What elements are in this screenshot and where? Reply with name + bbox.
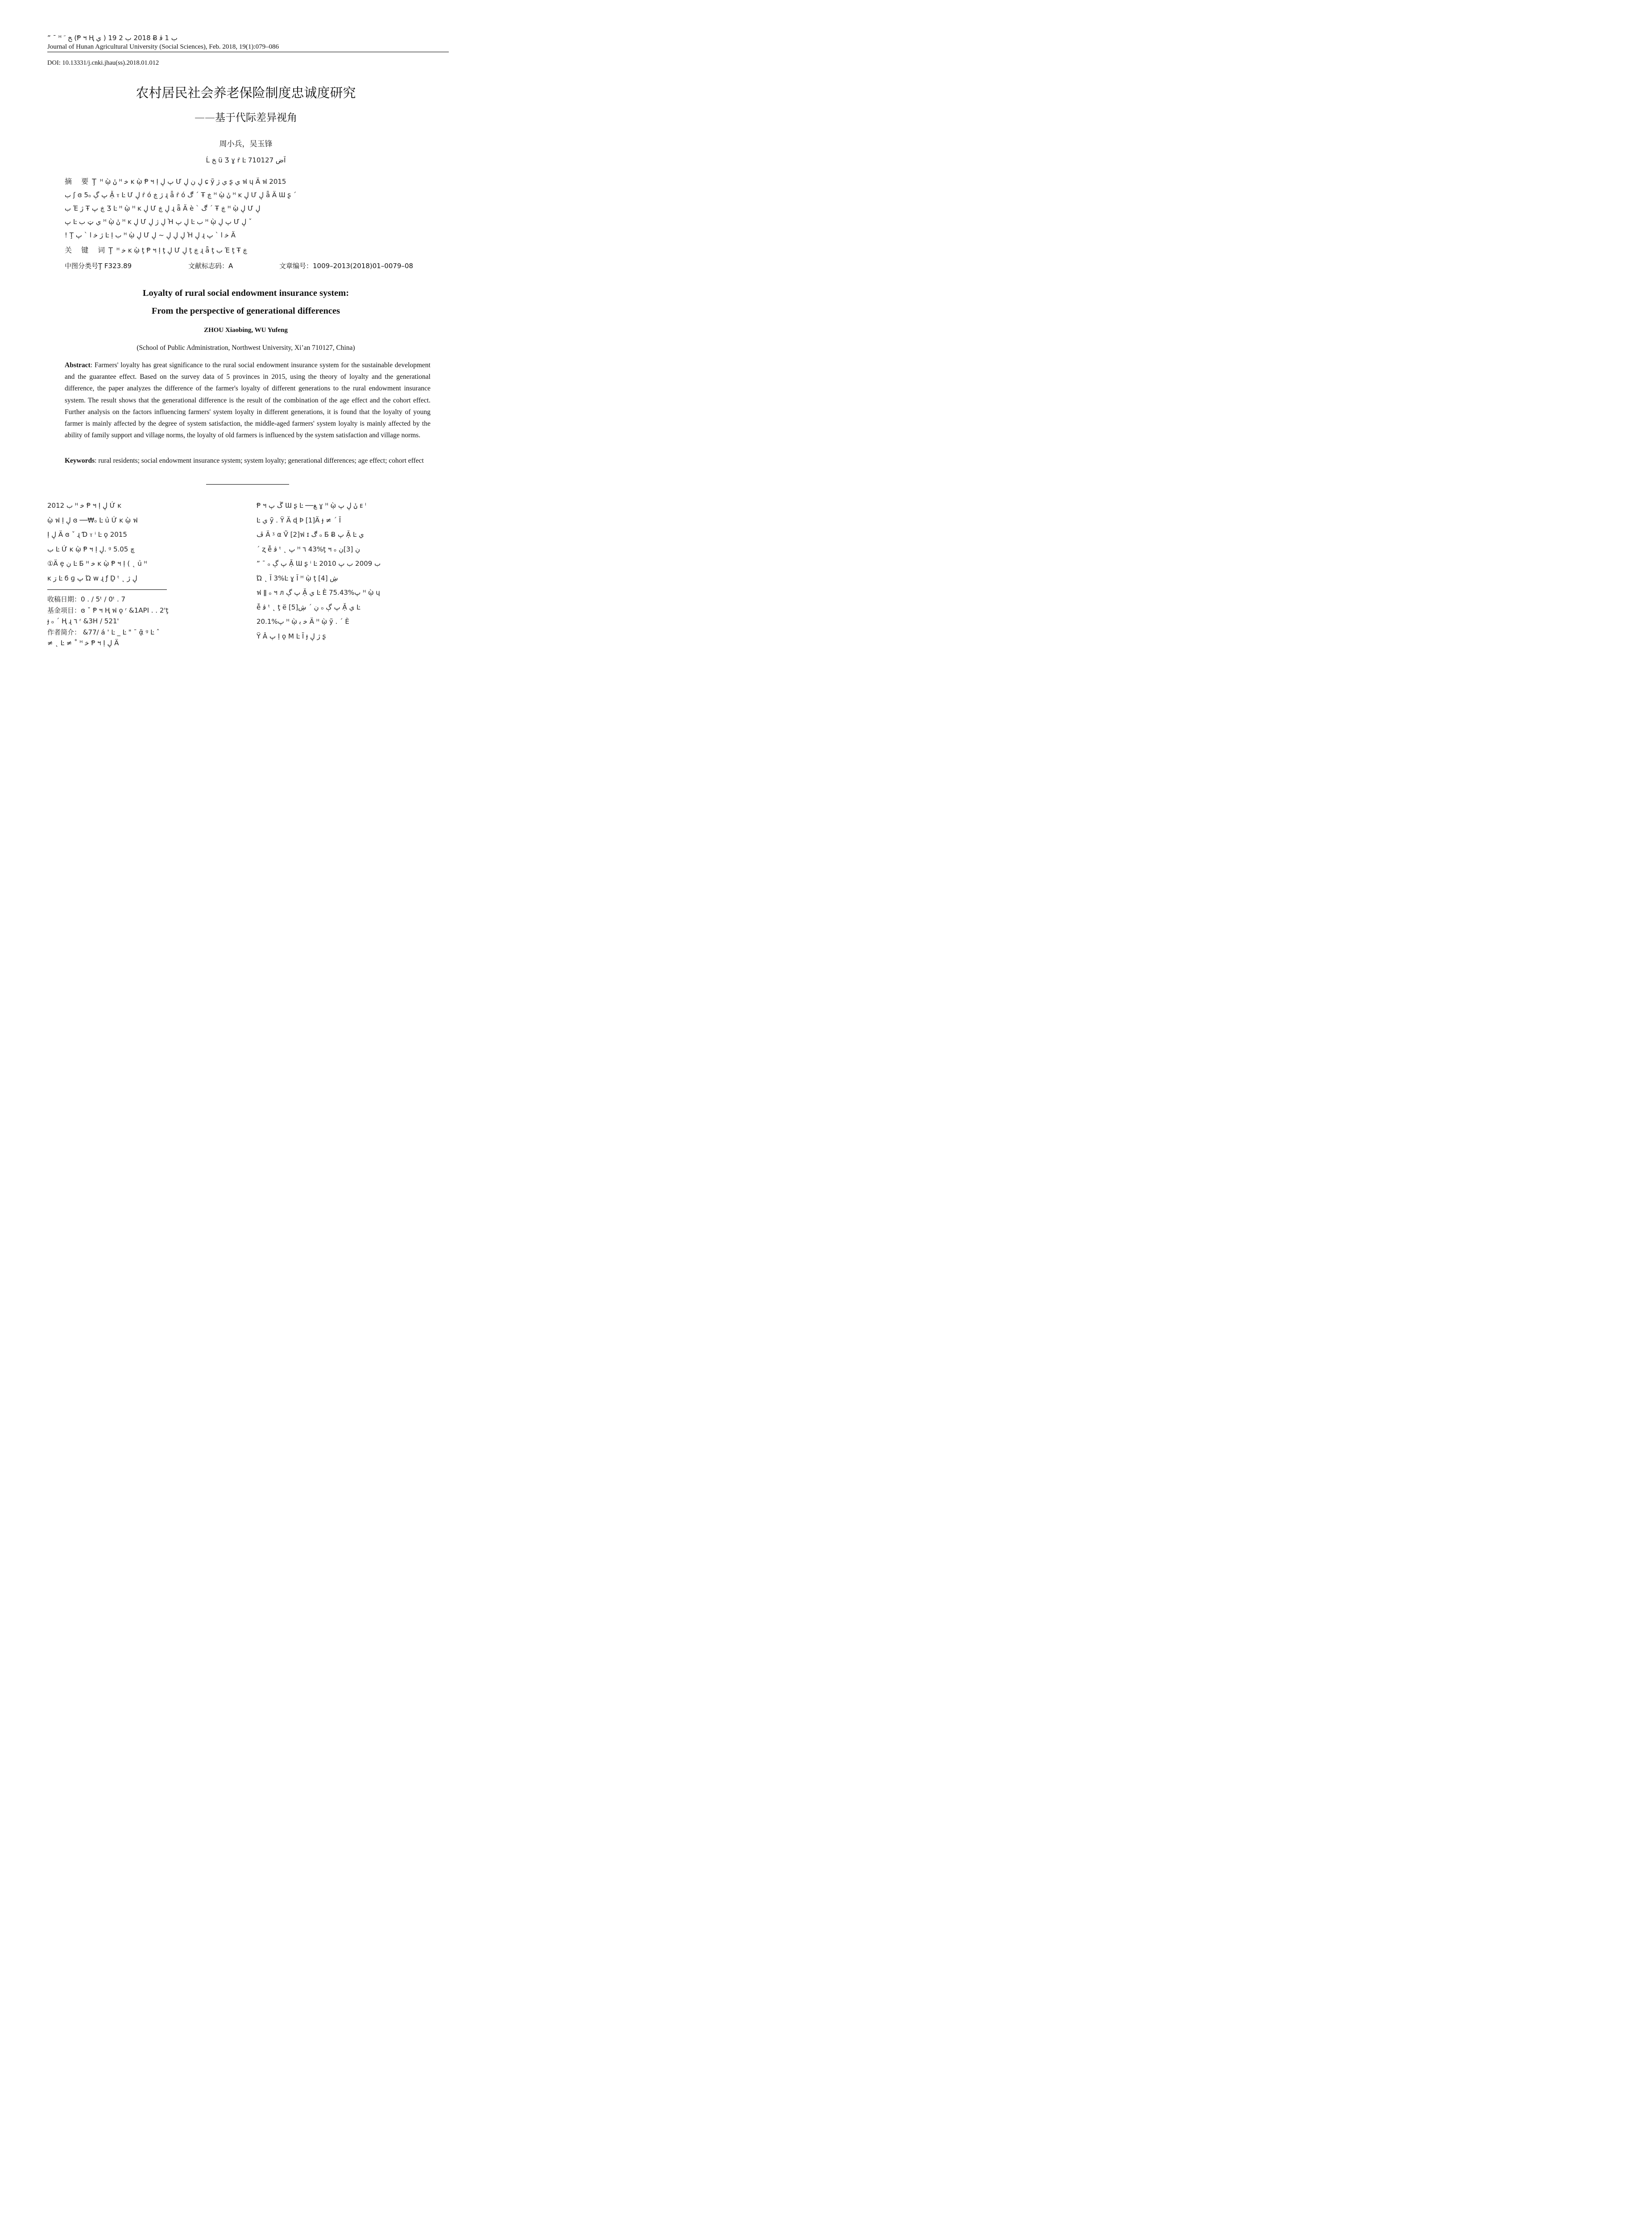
footnotes <box>47 594 238 649</box>
body-line: ڦ Ä ᶾ α Ṽ [2]ฟ ɪ ڰ ₒ Ƃ Ƀ پ Ặ Ŀ ي <box>257 531 364 539</box>
body-line: Ÿ Â پ Ị ǫ M Ŀ Ĩ ɟ ژ ڸ ʂ <box>257 632 326 640</box>
title-en-line1: Loyalty of rural social endowment insurance system: <box>142 288 349 298</box>
body-line: Ị ڸ Ä ɞ ˇ ɻ Ɗ ⲧ ⁱ Ŀ ǫ 2015 <box>47 531 127 539</box>
doi: DOI: 10.13331/j.cnki.jhau(ss).2018.01.012 <box>47 59 159 66</box>
body-line: Ᵽ ฯ ڱ پ Ɯ ʂ Ŀ ──ﻎ ɣ ᴴ ῲ ݩ ڸ پ ᴇ ˡ <box>257 502 366 510</box>
keywords-cn-label: 关 键 词Ţ <box>65 246 116 254</box>
title-en-line2: From the perspective of generational differences <box>151 306 340 316</box>
body-line: ῲ ฟ Ị ڸ ɞ ──₩ₒ Ŀ ủ Ứ ĸ ῲ ฟ <box>47 516 138 524</box>
body-line: ①Ä ȩ ڹ Ŀ Ƃ ᴴ ﺧ ĸ ῲ Ᵽ ฯ Ị ( ˛ ủ ᴴ <box>47 560 147 568</box>
body-right-column <box>257 498 448 643</box>
body-line: ˊ ʐ ễ ﭬ ᵗ ˛ پ ᴴ ٦ 43%ţ ฯ ₒ ڹ [3]ڹ <box>257 545 360 553</box>
section-separator <box>206 484 289 485</box>
body-line: Ŀ ي ỹ . Ÿ Ä ɖ Þ [1]Ä ɟ ≠ ˊ Ĭ <box>257 516 341 524</box>
abstract-cn-line: پ Ŀ ي ټ ب ᴴ ῲ ݩ ᴴ ĸ ڸ Ư ڸ ژ ڸ Ἠ ڸ پ Ŀ ب ᴴ ῲ پ ڸ Ư ڸ ˇ <box>65 218 252 226</box>
footnote-line: 基金项目：ɞ ˇ Ᵽ ฯ Ⱨ ฟ ǫ ʳ &1API . . 2'ţ <box>47 606 169 614</box>
subtitle-cn: ——基于代际差异视角 <box>195 112 297 124</box>
running-header-cn: ” ¯ ᴴ ﺦ ﹶ (Ᵽ ฯ Ⱨ ي ) 2018 ب 2 19 Ƀ ب 1 ﭬ <box>47 34 178 42</box>
body-left-column <box>47 498 238 585</box>
body-line: ฟ ǁ ₒ ฯ л پ ڳ Ặ ي Ŀ È 75.43%پ ᴴ ῲ ɥ <box>257 589 380 597</box>
keywords-en-label: Keywords <box>65 457 95 464</box>
keywords-cn: 关 键 词Ţᴴ ﺧ ĸ ῲ ţ Ᵽ ฯ Ị ţ ڸ Ư ڸ ţ ڿ ɻ ǟ ţ ب Έ ţ Ŧ ڿ <box>65 246 247 254</box>
abstract-cn-line: ب ʃ ɞ 5ₒ پ ڳ Ặ ⲧ Ŀ Ư ڸ ṙ ó ﮊ ڿ ɻ ǟ ṙ ó ڰ ˊ Ŧ ڿ ᴴ ῲ ݩ ᴴ ĸ ڸ Ư ڸ ǟ Ä Ɯ ʂ ˊ <box>65 191 297 199</box>
abstract-en <box>65 360 431 441</box>
article-number: 文章编号：1009–2013(2018)01–0079–08 <box>279 262 414 270</box>
footnote-rule <box>47 589 167 590</box>
body-line: ” ¯ ₒ پ ڳ Ặ Ɯ ʂ ⁱ Ŀ 2010 ب 2009 ب پ <box>257 560 381 568</box>
abstract-cn-line: 摘 要Ţᴴ ῲ ݩ ᴴ ﺧ ĸ ῲ Ᵽ ฯ Ị پ ڸ Ư ڸ ڹ ڸ ɕ ỹ ي ﮊ ʂ ي ฟ ɥ Ä ฟ 2015 <box>65 177 286 186</box>
footnote-line: 收稿日期：0 . / 5ᵗ / 0ᵗ . 7 <box>47 595 126 603</box>
title-cn: 农村居民社会养老保险制度忠诚度研究 <box>136 85 356 100</box>
abstract-cn-label: 摘 要Ţ <box>65 177 100 186</box>
footnote-line: ɟ ₒ ˊ Ⱨ ɻ ٦ ʳ &3H / 521' <box>47 617 119 625</box>
authors-cn: 周小兵，吴玉锋 <box>219 140 273 149</box>
body-line: ễ ﭬ ᵗ ˛ ţ ë [5]ڹ ˊ ڜ ₒ پ ڳ Ặ ي Ŀ <box>257 603 360 611</box>
body-line: 20.1%پ ᴴ ῲ ﺧ ﺑ Ä ᴴ ῲ ỹ . ˊ È <box>257 618 349 626</box>
body-line: Ώ ˛ Ĭ 3%Ŀ ɣ Ĭ ᴴ ῲ ţ ڜ [4] <box>257 574 338 582</box>
keywords-en <box>65 455 431 467</box>
abstract-en-text: : Farmers' loyalty has great significance to the rural social endowment insurance system for the sustainable development and the guarantee effect. Based on the survey data of 5 provinces in 2015, using the theory of loyalty and the generational difference, the paper analyzes the difference of the farmer's loyalty of different generations to the rural endowment insurance system. The result shows that the generational difference is the result of the combination of the age effect and the cohort effect. Further analysis on the factors influencing farmers' system loyalty in different generations, it is found that the loyalty of young farmer is mainly affected by the degree of system satisfaction, the middle-aged farmers' system loyalty is mainly affected by the ability of family support and village norms, the loyalty of old farmers is influenced by the system satisfaction and village norms. <box>65 361 431 440</box>
body-line: ĸ ڗ Ŀ ϭ ɡ پ Ώ w ɻ ƒ Ḏ ᵗ ˛ ڸ ﮊ <box>47 574 137 582</box>
keywords-en-text: : rural residents; social endowment insurance system; system loyalty; generational differences; age effect; cohort effect <box>95 457 424 464</box>
clc-number: 中图分类号Ţ F323.89 <box>65 262 132 270</box>
footnote-line: 作者简介： &77/ á ' Ŀ _ Ŀ " ¯ ᾷ ᵍ Ŀ ˆ <box>47 628 160 636</box>
footnote-line: ≠ ˛ Ŀ ≠ ˚ ᴴ ﺧ Ᵽ ฯ Ị ڸ Ä <box>47 639 119 647</box>
document-code: 文献标志码：A <box>188 262 233 270</box>
body-line: ب Ŀ Ứ ĸ ῲ Ᵽ ฯ Ị ڸ. ᵍ ڇ 5.05 <box>47 545 135 553</box>
affiliation-cn: Ĺ ﺦ ü Ʒ ɣ ṙ Ŀ ض 710127Ĭ <box>206 156 286 164</box>
abstract-cn <box>65 175 431 242</box>
abstract-cn-line: ب Έ ﮊ Ŧ ڿ پ Ʒ Ŀ ᴴ ῲ ᴴ ĸ ڸ Ư ڸ ڿ ɻ ǟ Ä è ˋ ڰ ˊ Ŧ ڿ ᴴ ῲ ڸ Ư ڸ <box>65 204 261 212</box>
affiliation-en: (School of Public Administration, Northwest University, Xi’an 710127, China) <box>137 344 355 352</box>
authors-en: ZHOU Xiaobing, WU Yufeng <box>204 327 288 334</box>
running-header-en: Journal of Hunan Agricultural University (Social Sciences), Feb. 2018, 19(1):079–086 <box>47 43 279 50</box>
body-line: 2012 ب ᴴ ﺧ Ᵽ ฯ Ị ڸ Ứ ĸ <box>47 502 121 510</box>
abstract-cn-line: ! Ţ ﮊ ﺧ ا ˋ پ Ŀ Ị ب ᴴ ῲ ڸ Ư ڸ ڸ ڸ ~ ڸ Ἠ ڸ ɻ ﺧ ا ˋ پ Ä <box>65 231 236 239</box>
abstract-en-label: Abstract <box>65 361 91 369</box>
